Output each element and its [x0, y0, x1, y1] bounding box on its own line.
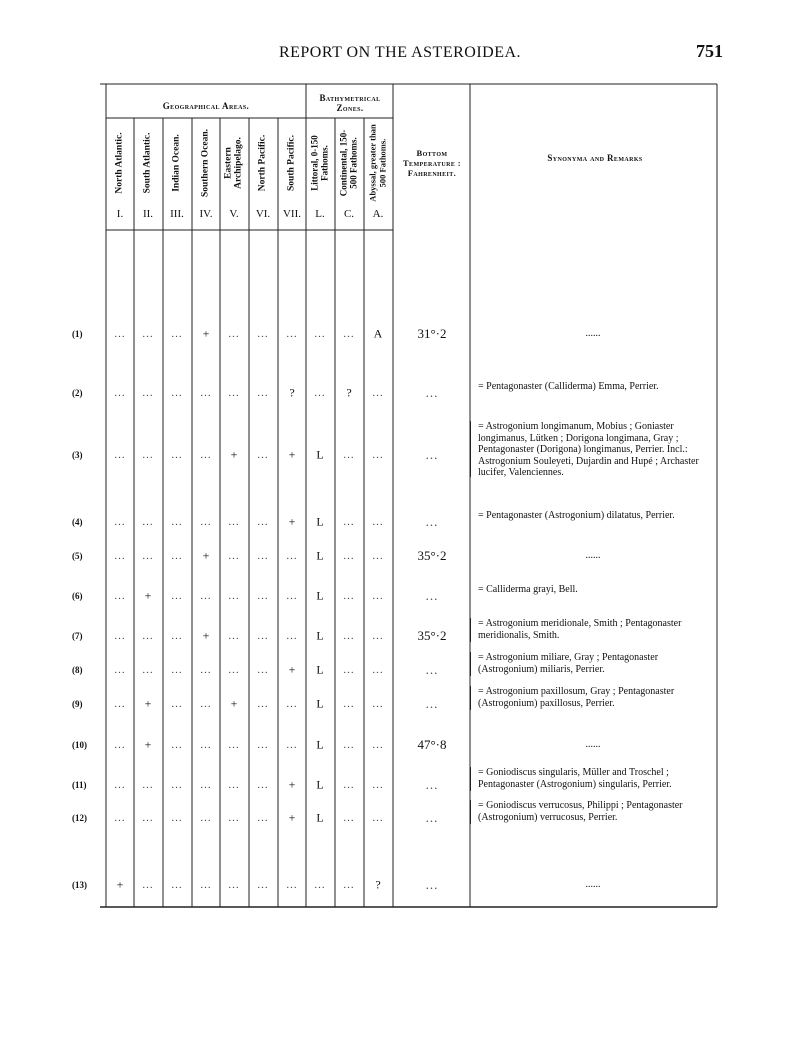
table-cell: ... — [343, 664, 355, 676]
table-cell: L — [316, 588, 324, 603]
temperature-cell: 31°·2 — [417, 326, 447, 341]
table-cell: ... — [200, 449, 212, 461]
table-cell: L — [316, 548, 324, 563]
table-cell: ... — [200, 779, 212, 791]
table-cell: L — [316, 628, 324, 643]
table-cell: ... — [114, 779, 126, 791]
col-head-north-pacific: North Pacific. — [257, 134, 268, 192]
table-cell: ... — [286, 879, 298, 891]
col-head-continental: Continental, 150-500 Fathoms. — [338, 129, 358, 197]
table-cell: ... — [200, 879, 212, 891]
table-cell: ... — [114, 550, 126, 562]
row-number: (4) — [72, 517, 83, 527]
table-cell: ... — [171, 630, 183, 642]
table-cell: ? — [346, 385, 352, 400]
table-cell: ... — [343, 779, 355, 791]
table-cell: ... — [200, 664, 212, 676]
row-number: (2) — [72, 388, 83, 398]
table-cell: ... — [114, 812, 126, 824]
table-cell: ... — [228, 387, 240, 399]
col-head-south-pacific: South Pacific. — [286, 135, 297, 191]
brace-mark — [470, 767, 471, 791]
table-cell: ... — [142, 387, 154, 399]
table-cell: ... — [114, 516, 126, 528]
table-cell: + — [144, 737, 152, 752]
table-cell: ... — [228, 328, 240, 340]
table-cell: ... — [142, 812, 154, 824]
table-cell: ... — [114, 387, 126, 399]
table-cell: ... — [343, 328, 355, 340]
table-cell: ... — [171, 387, 183, 399]
temperature-cell: ... — [425, 385, 439, 400]
table-cell: ... — [372, 449, 384, 461]
numeral-a: A. — [372, 208, 384, 220]
table-cell: ... — [372, 812, 384, 824]
table-cell: ... — [200, 387, 212, 399]
table-cell: ... — [228, 550, 240, 562]
table-cell: ... — [257, 516, 269, 528]
table-cell: + — [288, 662, 296, 677]
table-cell: ... — [372, 779, 384, 791]
temperature-cell: ... — [425, 810, 439, 825]
table-cell: ... — [257, 449, 269, 461]
table-cell: ... — [142, 630, 154, 642]
table-cell: ... — [142, 516, 154, 528]
row-number: (9) — [72, 699, 83, 709]
table-cell: ... — [343, 516, 355, 528]
table-cell: ... — [228, 664, 240, 676]
remark-text: = Astrogonium longimanum, Mobius ; Goniaster longimanus, Lütken ; Dorigona longimana, Gray ; Pentagonaster (Dorigona) longimanus, Perrier. Incl.: Astrogonium Souleyeti, Dujardin and Hupé ; Archaster lucifer, Valenciennes. — [478, 421, 699, 478]
remark-text: = Astrogonium miliare, Gray ; Pentagonaster (Astrogonium) miliaris, Perrier. — [478, 652, 659, 675]
temperature-cell: ... — [425, 777, 439, 792]
table-cell: + — [144, 588, 152, 603]
table-cell: ... — [200, 516, 212, 528]
table-cell: ? — [289, 385, 295, 400]
numeral-v: V. — [229, 208, 239, 220]
temperature-cell: ... — [425, 696, 439, 711]
numeral-vii: VII. — [282, 208, 302, 220]
table-cell: ... — [114, 630, 126, 642]
table-cell: ... — [257, 630, 269, 642]
table-cell: + — [144, 696, 152, 711]
table-cell: ... — [171, 739, 183, 751]
table-cell: ... — [343, 739, 355, 751]
synonyma-heading: Synonyma and Remarks — [547, 153, 643, 163]
table-cell: ... — [200, 698, 212, 710]
table-cell: ... — [200, 590, 212, 602]
table-cell: L — [316, 662, 324, 677]
table-cell: ... — [257, 387, 269, 399]
table-cell: + — [288, 514, 296, 529]
temperature-cell: ... — [425, 588, 439, 603]
running-title: REPORT ON THE ASTEROIDEA. — [278, 44, 522, 61]
table-cell: ... — [228, 630, 240, 642]
table-cell: ... — [142, 449, 154, 461]
row-number: (7) — [72, 631, 83, 641]
table-cell: + — [202, 326, 210, 341]
table-cell: ... — [257, 879, 269, 891]
table-cell: + — [288, 777, 296, 792]
table-cell: ... — [171, 590, 183, 602]
col-head-indian-ocean: Indian Ocean. — [171, 134, 182, 192]
table-cell: ... — [171, 449, 183, 461]
temperature-cell: ... — [425, 662, 439, 677]
temperature-cell: 47°·8 — [417, 737, 447, 752]
brace-mark — [470, 652, 471, 676]
numeral-l: L. — [315, 208, 325, 220]
table-cell: + — [288, 447, 296, 462]
table-cell: A — [373, 326, 383, 341]
remark-text: = Goniodiscus verrucosus, Philippi ; Pentagonaster (Astrogonium) verrucosus, Perrier. — [478, 800, 683, 823]
numeral-iv: IV. — [199, 208, 213, 220]
table-cell: ... — [343, 812, 355, 824]
remark-text: = Pentagonaster (Astrogonium) dilatatus, Perrier. — [478, 510, 675, 521]
page-number: 751 — [696, 41, 723, 61]
row-number: (1) — [72, 329, 83, 339]
table-cell: ... — [171, 698, 183, 710]
row-number: (11) — [72, 780, 87, 790]
remark-text: = Astrogonium meridionale, Smith ; Pentagonaster meridionalis, Smith. — [478, 618, 682, 641]
table-cell: L — [316, 777, 324, 792]
table-cell: ... — [257, 664, 269, 676]
table-cell: + — [116, 877, 124, 892]
bathy-zones-heading: Bathymetrical Zones. — [319, 93, 381, 113]
table-cell: ... — [171, 328, 183, 340]
table-cell: ... — [171, 879, 183, 891]
table-cell: ... — [372, 387, 384, 399]
table-cell: ... — [372, 590, 384, 602]
numeral-c: C. — [343, 208, 355, 220]
numeral-ii: II. — [142, 208, 154, 220]
table-cell: ... — [228, 739, 240, 751]
table-cell: ... — [142, 779, 154, 791]
table-cell: ... — [228, 812, 240, 824]
table-cell: ... — [286, 630, 298, 642]
table-cell: ... — [171, 516, 183, 528]
table-cell: ... — [257, 590, 269, 602]
temperature-cell: 35°·2 — [417, 548, 447, 563]
row-number: (8) — [72, 665, 83, 675]
table-cell: ... — [343, 698, 355, 710]
table-cell: ... — [343, 630, 355, 642]
table-cell: ... — [286, 698, 298, 710]
table-cell: ... — [228, 516, 240, 528]
table-cell: ... — [372, 698, 384, 710]
table-cell: ... — [372, 664, 384, 676]
table-cell: ... — [257, 550, 269, 562]
numeral-i: I. — [116, 208, 124, 220]
brace-mark — [470, 618, 471, 642]
table-cell: ... — [314, 328, 326, 340]
col-head-abyssal: Abyssal, greater than 500 Fathoms. — [367, 124, 387, 202]
table-cell: ... — [372, 739, 384, 751]
temperature-cell: ... — [425, 877, 439, 892]
brace-mark — [470, 686, 471, 710]
remark-text: = Pentagonaster (Calliderma) Emma, Perrier. — [478, 381, 659, 392]
table-cell: + — [288, 810, 296, 825]
remark-text: ...... — [585, 328, 601, 339]
table-cell: ... — [257, 698, 269, 710]
table-cell: L — [316, 696, 324, 711]
table-cell: ... — [114, 328, 126, 340]
row-number: (12) — [72, 813, 87, 823]
table-cell: ... — [171, 664, 183, 676]
table-cell: ... — [257, 328, 269, 340]
brace-mark — [470, 421, 471, 477]
table-cell: ... — [343, 879, 355, 891]
row-number: (6) — [72, 591, 83, 601]
brace-mark — [470, 800, 471, 824]
table-cell: ... — [114, 590, 126, 602]
table-cell: + — [230, 696, 238, 711]
table-cell: ... — [286, 550, 298, 562]
remark-text: = Astrogonium paxillosum, Gray ; Pentagonaster (Astrogonium) paxillosus, Perrier. — [478, 686, 675, 709]
table-cell: + — [202, 548, 210, 563]
table-cell: ... — [171, 779, 183, 791]
table-cell: ... — [142, 328, 154, 340]
table-cell: ... — [114, 698, 126, 710]
row-number: (10) — [72, 740, 87, 750]
table-cell: ... — [314, 879, 326, 891]
table-cell: ... — [114, 664, 126, 676]
geo-areas-heading: Geographical Areas. — [162, 101, 250, 111]
table-cell: ... — [228, 879, 240, 891]
table-cell: ... — [228, 779, 240, 791]
remark-text: = Calliderma grayi, Bell. — [478, 584, 578, 595]
table-cell: ... — [343, 590, 355, 602]
temperature-cell: 35°·2 — [417, 628, 447, 643]
table-cell: ... — [142, 550, 154, 562]
remark-text: = Goniodiscus singularis, Müller and Troschel ; Pentagonaster (Astrogonium) singularis, Perrier. — [478, 767, 672, 790]
col-head-north-atlantic: North Atlantic. — [114, 132, 125, 194]
table-cell: L — [316, 810, 324, 825]
row-number: (5) — [72, 551, 83, 561]
col-head-southern-ocean: Southern Ocean. — [200, 128, 211, 198]
table-cell: ... — [200, 739, 212, 751]
table-cell: ... — [372, 630, 384, 642]
table-cell: ... — [286, 328, 298, 340]
table-cell: ... — [257, 779, 269, 791]
table-cell: ... — [257, 812, 269, 824]
numeral-vi: VI. — [255, 208, 271, 220]
table-cell: ... — [228, 590, 240, 602]
temperature-heading: Bottom Temperature : Fahrenheit. — [402, 148, 462, 178]
table-cell: ... — [200, 812, 212, 824]
table-cell: ... — [314, 387, 326, 399]
table-cell: ... — [286, 739, 298, 751]
table-cell: ... — [343, 550, 355, 562]
table-cell: ... — [142, 879, 154, 891]
temperature-cell: ... — [425, 447, 439, 462]
col-head-south-atlantic: South Atlantic. — [142, 132, 153, 194]
row-number: (3) — [72, 450, 83, 460]
remark-text: ...... — [585, 739, 601, 750]
table-cell: ... — [286, 590, 298, 602]
col-head-eastern-archipelago: Eastern Archipelago. — [223, 137, 243, 189]
remark-text: ...... — [585, 879, 601, 890]
table-cell: + — [230, 447, 238, 462]
table-cell: + — [202, 628, 210, 643]
table-cell: L — [316, 737, 324, 752]
table-cell: ... — [171, 550, 183, 562]
table-cell: ... — [171, 812, 183, 824]
remark-text: ...... — [585, 550, 601, 561]
table-cell: ... — [257, 739, 269, 751]
col-head-littoral: Littoral, 0-150 Fathoms. — [309, 135, 329, 191]
table-cell: ... — [372, 516, 384, 528]
table-cell: ... — [114, 449, 126, 461]
numeral-iii: III. — [170, 208, 184, 220]
table-cell: ... — [372, 550, 384, 562]
table-cell: L — [316, 514, 324, 529]
temperature-cell: ... — [425, 514, 439, 529]
row-number: (13) — [72, 880, 87, 890]
table-cell: ... — [142, 664, 154, 676]
table-cell: ? — [375, 877, 381, 892]
table-cell: ... — [343, 449, 355, 461]
table-cell: L — [316, 447, 324, 462]
table-cell: ... — [114, 739, 126, 751]
